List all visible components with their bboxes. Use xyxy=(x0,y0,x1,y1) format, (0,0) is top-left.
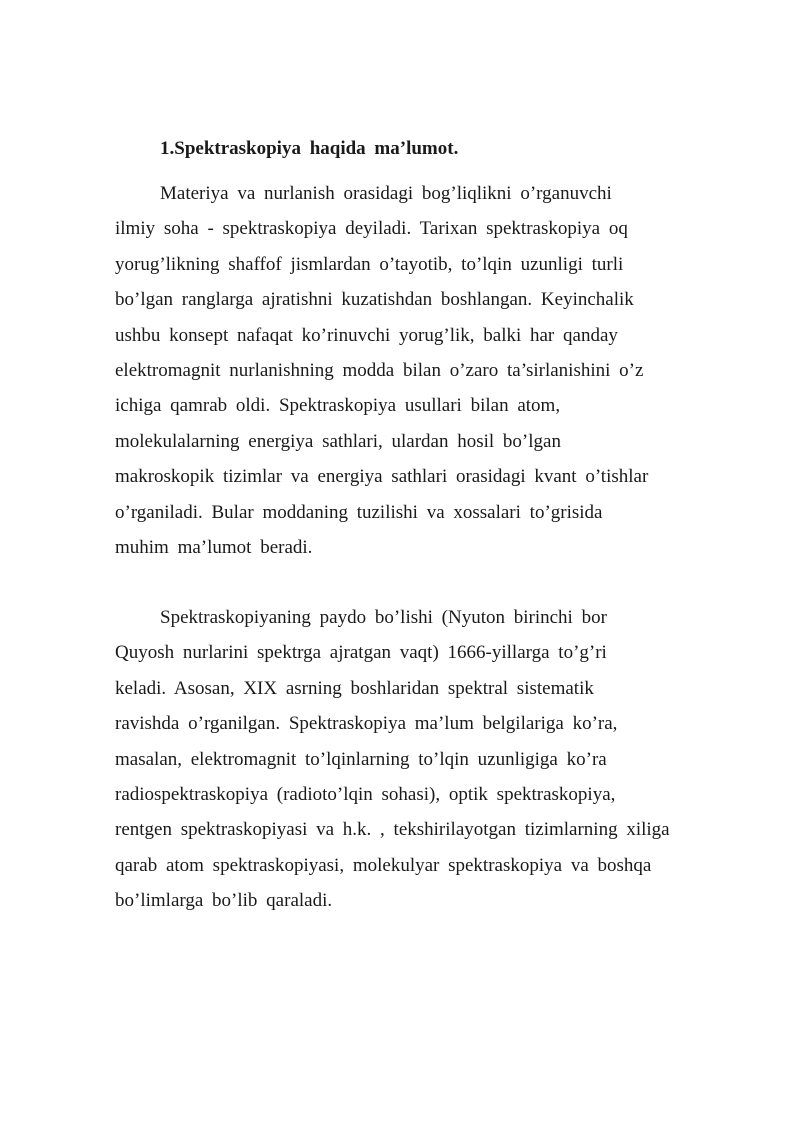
paragraph-line: ilmiy soha - spektraskopiya deyiladi. Tarixan spektraskopiya oq xyxy=(115,218,628,240)
paragraph-line: qarab atom spektraskopiyasi, molekulyar spektraskopiya va boshqa xyxy=(115,854,652,876)
paragraph-line: yorug’likning shaffof jismlardan o’tayotib, to’lqin uzunligi turli xyxy=(115,253,624,275)
paragraph-1 xyxy=(115,176,755,565)
paragraph-line: bo’lgan ranglarga ajratishni kuzatishdan boshlangan. Keyinchalik xyxy=(115,289,634,311)
paragraph-line: makroskopik tizimlar va energiya sathlari orasidagi kvant o’tishlar xyxy=(115,466,649,488)
paragraph-line: radiospektraskopiya (radioto’lqin sohasi), optik spektraskopiya, xyxy=(115,783,616,805)
paragraph-line: Materiya va nurlanish orasidagi bog’liqlikni o’rganuvchi xyxy=(160,183,612,204)
paragraph-line: ushbu konsept nafaqat ko’rinuvchi yorug’lik, balki har qanday xyxy=(115,324,618,346)
paragraph-line: rentgen spektraskopiyasi va h.k. , tekshirilayotgan tizimlarning xiliga xyxy=(115,819,670,841)
paragraph-line: muhim ma’lumot beradi. xyxy=(115,536,313,558)
paragraph-line: o’rganiladi. Bular moddaning tuzilishi va xossalari to’grisida xyxy=(115,501,603,523)
paragraph-line: ravishda o’rganilgan. Spektraskopiya ma’lum belgilariga ko’ra, xyxy=(115,713,618,735)
paragraph-line: keladi. Asosan, XIX asrning boshlaridan spektral sistematik xyxy=(115,677,594,699)
paragraph-line: molekulalarning energiya sathlari, ulardan hosil bo’lgan xyxy=(115,430,561,452)
paragraph-line: bo’limlarga bo’lib qaraladi. xyxy=(115,890,333,912)
paragraph-line: elektromagnit nurlanishning modda bilan o’zaro ta’sirlanishini o’z xyxy=(115,359,644,381)
paragraph-2 xyxy=(115,600,755,919)
paragraph-line: masalan, elektromagnit to’lqinlarning to’lqin uzunligiga ko’ra xyxy=(115,748,607,770)
paragraph-line: Quyosh nurlarini spektrga ajratgan vaqt) 1666-yillarga to’g’ri xyxy=(115,642,607,664)
paragraph-line: ichiga qamrab oldi. Spektraskopiya usullari bilan atom, xyxy=(115,395,561,417)
paragraph-line: Spektraskopiyaning paydo bo’lishi (Nyuton birinchi bor xyxy=(160,607,607,628)
section-heading: 1.Spektraskopiya haqida ma’lumot. xyxy=(160,138,459,159)
